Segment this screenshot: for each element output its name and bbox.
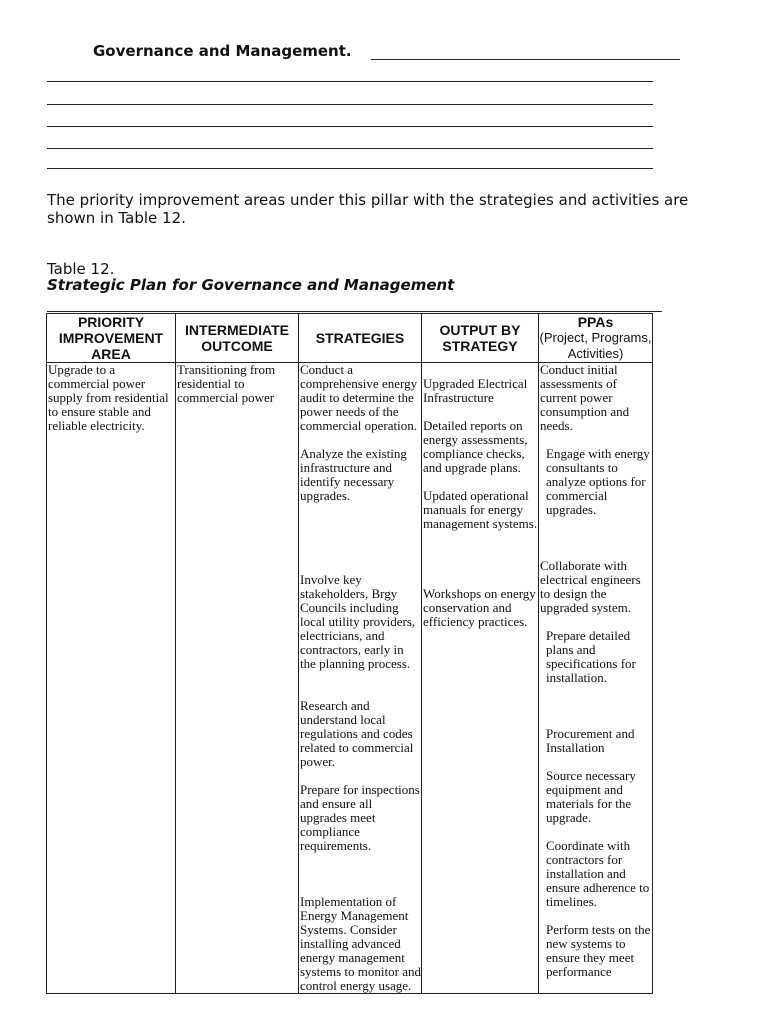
output-item: Detailed reports on energy assessments, compliance checks, and upgrade plans. bbox=[423, 418, 528, 475]
blank-line bbox=[47, 81, 653, 82]
header-ppas bbox=[539, 314, 653, 363]
ppa-item: Prepare detailed plans and specifications for installation. bbox=[546, 628, 636, 685]
header-output-by-strategy: OUTPUT BY STRATEGY bbox=[422, 314, 539, 363]
section-heading: Governance and Management. bbox=[93, 42, 352, 60]
heading-blank-line bbox=[371, 59, 680, 60]
table-row bbox=[47, 363, 653, 994]
ppa-item: Perform tests on the new systems to ensure they meet performance bbox=[546, 922, 651, 979]
strategy-item: Implementation of Energy Management Systems. Consider installing advanced energy management systems to monitor and control energy usage. bbox=[300, 894, 421, 993]
header-strategies: STRATEGIES bbox=[299, 314, 422, 363]
header-ppas-title: PPAs bbox=[577, 314, 614, 330]
blank-line bbox=[47, 126, 653, 127]
strategy-item: Prepare for inspections and ensure all upgrades meet compliance requirements. bbox=[300, 782, 420, 853]
header-priority-improvement-area: PRIORITY IMPROVEMENT AREA bbox=[47, 314, 176, 363]
table-header-row bbox=[47, 314, 653, 363]
header-ppas-subtitle: (Project, Programs, Activities) bbox=[539, 330, 652, 361]
strategic-plan-table bbox=[46, 313, 653, 994]
ppa-item: Engage with energy consultants to analyze options for commercial upgrades. bbox=[546, 446, 650, 517]
cell-outputs bbox=[422, 363, 539, 994]
ppa-item: Procurement and Installation bbox=[546, 726, 635, 755]
output-item: Workshops on energy conservation and efficiency practices. bbox=[423, 586, 536, 629]
output-item: Updated operational manuals for energy management systems. bbox=[423, 488, 538, 531]
table-label: Table 12. bbox=[47, 260, 115, 278]
strategy-item: Research and understand local regulations and codes related to commercial power. bbox=[300, 698, 414, 769]
intro-paragraph: The priority improvement areas under this pillar with the strategies and activities are shown in Table 12. bbox=[47, 191, 689, 227]
table-caption: Strategic Plan for Governance and Management bbox=[47, 276, 455, 294]
strategy-item: Analyze the existing infrastructure and identify necessary upgrades. bbox=[300, 446, 407, 503]
cell-ppas bbox=[539, 363, 653, 994]
intermediate-outcome-text: Transitioning from residential to commercial power bbox=[177, 362, 276, 405]
blank-line bbox=[47, 104, 653, 105]
blank-line bbox=[47, 148, 653, 149]
ppa-item: Conduct initial assessments of current power consumption and needs. bbox=[540, 362, 630, 433]
ppa-item: Coordinate with contractors for installation and ensure adherence to timelines. bbox=[546, 838, 650, 909]
strategy-item: Involve key stakeholders, Brgy Councils including local utility providers, electricians, and contractors, early in the planning process. bbox=[300, 572, 416, 671]
cell-strategies bbox=[299, 363, 422, 994]
caption-rule bbox=[47, 311, 662, 312]
cell-intermediate-outcome bbox=[176, 363, 299, 994]
ppa-item: Source necessary equipment and materials for the upgrade. bbox=[546, 768, 636, 825]
strategy-item: Conduct a comprehensive energy audit to determine the power needs of the commercial operation. bbox=[300, 362, 418, 433]
header-intermediate-outcome: INTERMEDIATE OUTCOME bbox=[176, 314, 299, 363]
cell-priority-area bbox=[47, 363, 176, 994]
blank-line bbox=[47, 168, 653, 169]
ppa-item: Collaborate with electrical engineers to design the upgraded system. bbox=[540, 558, 641, 615]
priority-area-text: Upgrade to a commercial power supply from residential to ensure stable and reliable electricity. bbox=[48, 362, 169, 433]
output-item: Upgraded Electrical Infrastructure bbox=[423, 376, 528, 405]
